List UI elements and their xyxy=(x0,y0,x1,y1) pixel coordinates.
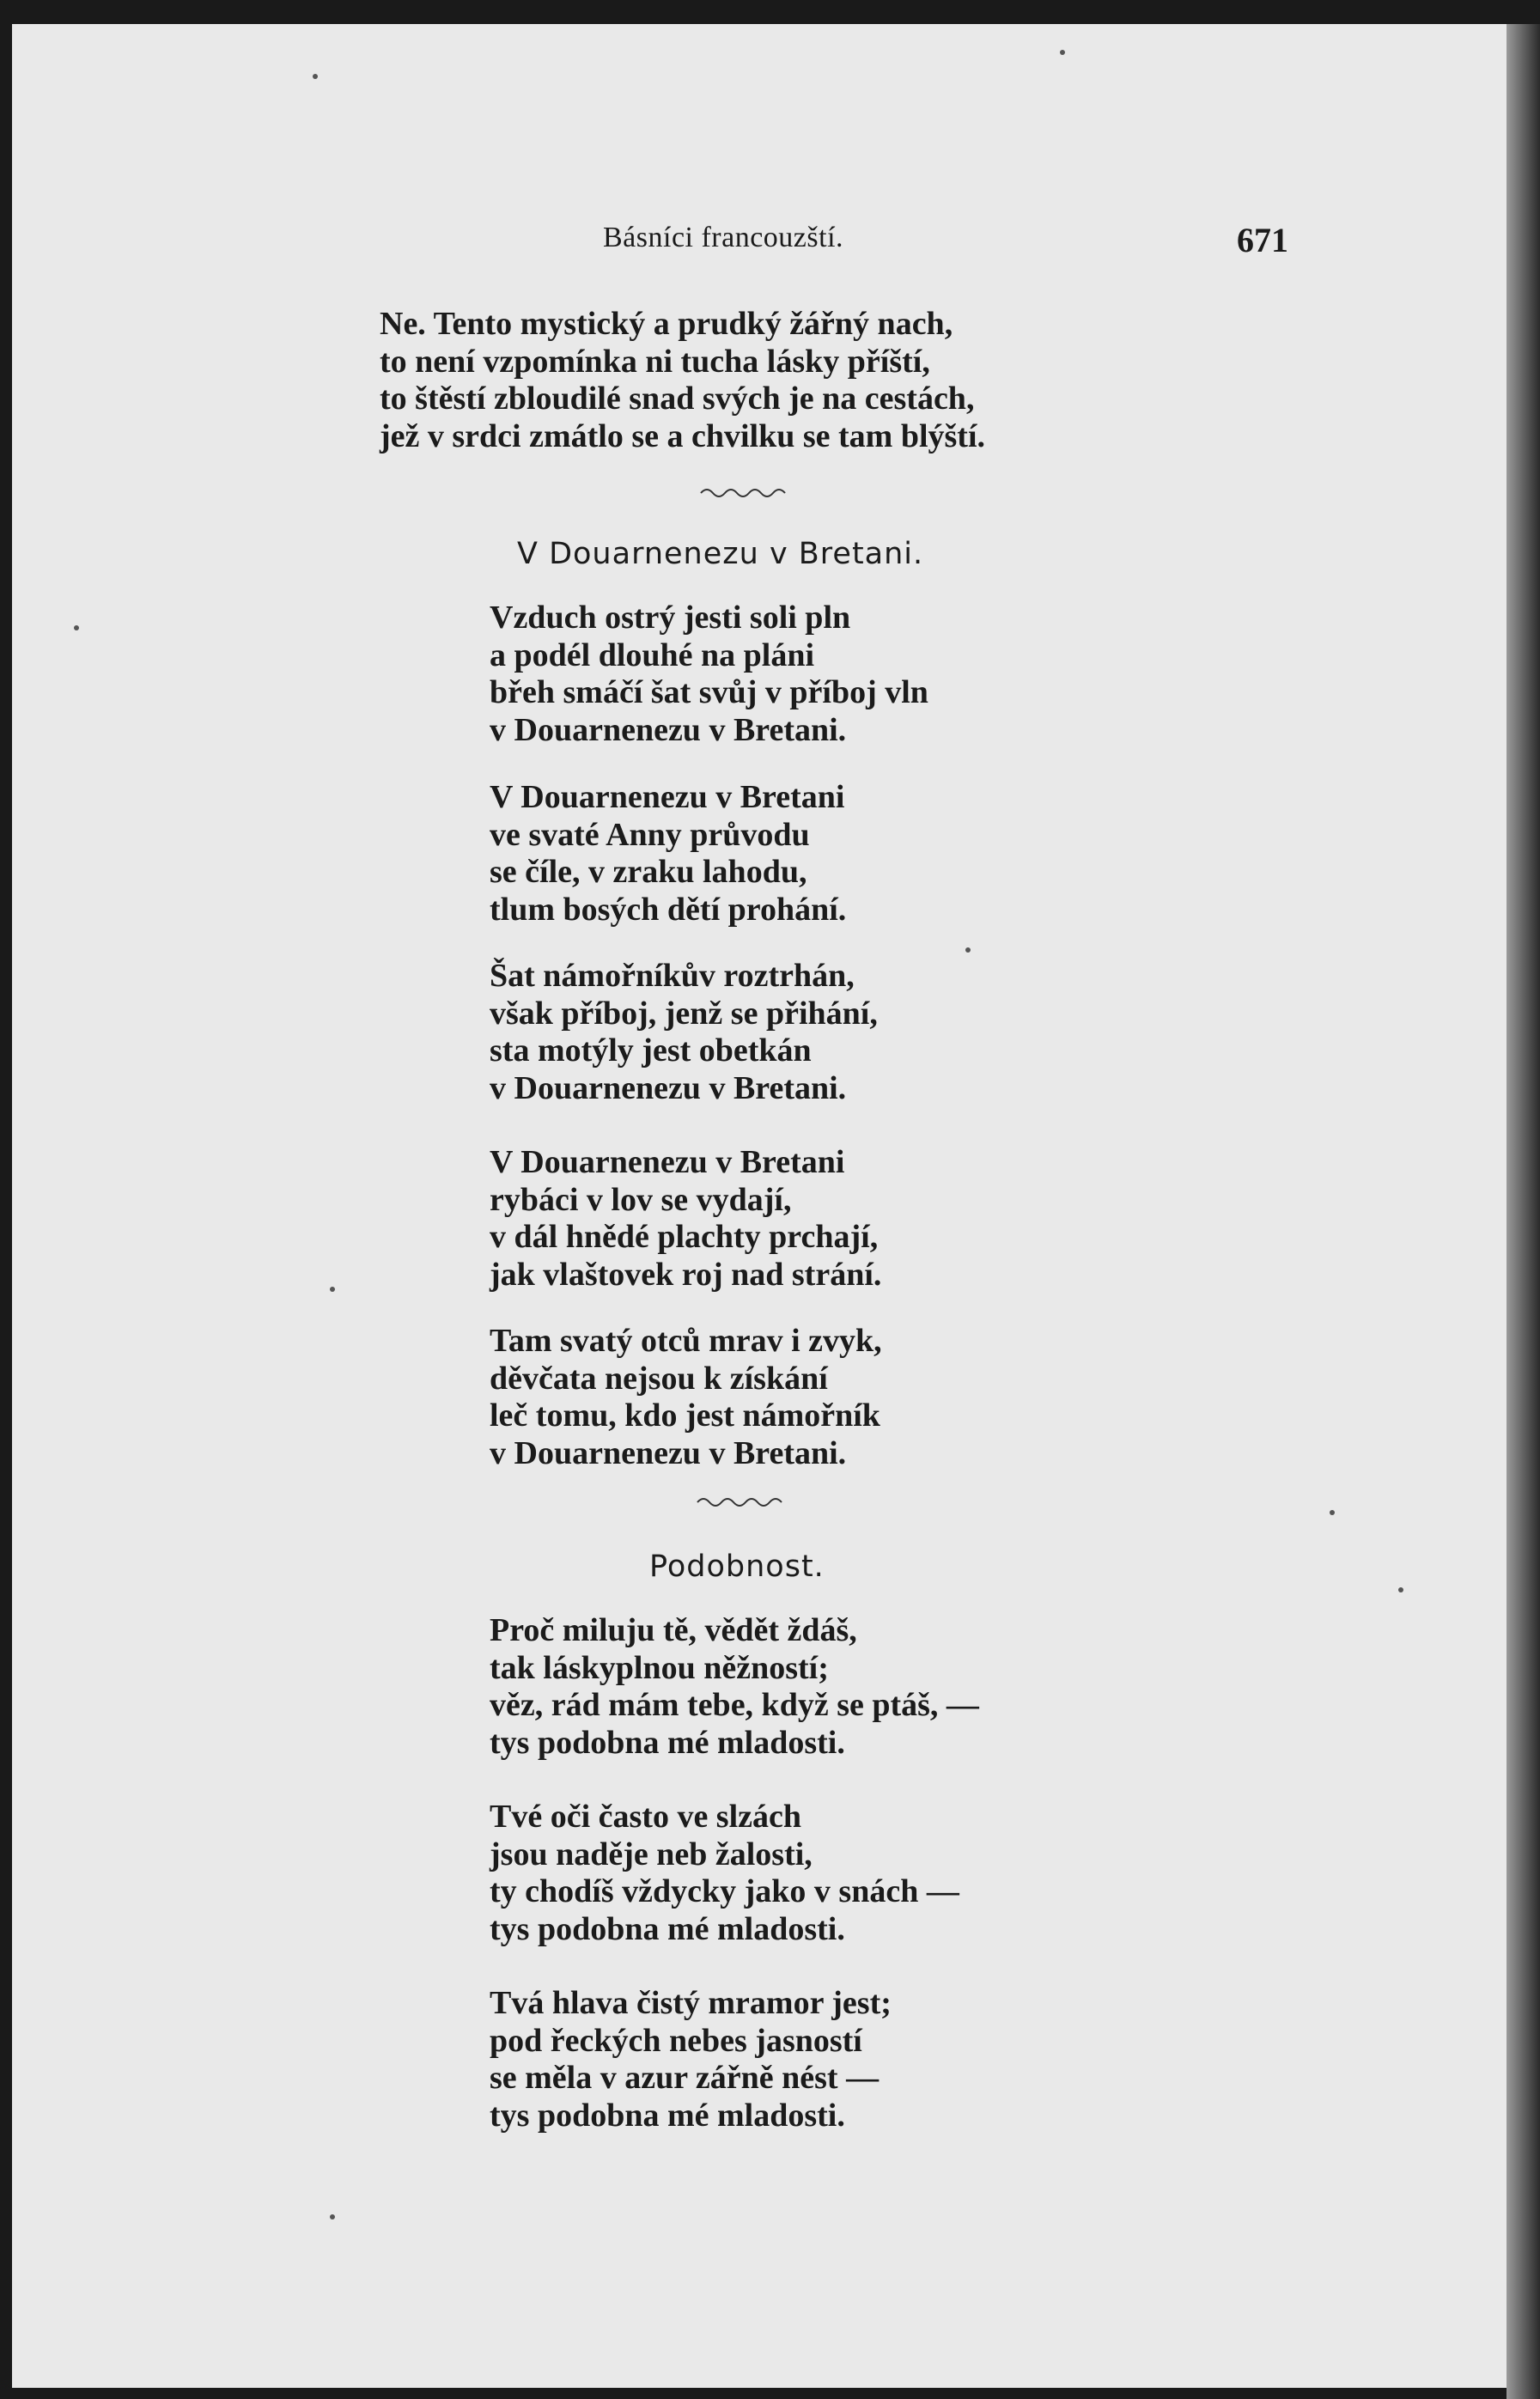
poem-line: v Douarnenezu v Bretani. xyxy=(490,711,847,748)
poem-line: jsou naděje neb žalosti, xyxy=(490,1836,813,1872)
poem-line: a podél dlouhé na pláni xyxy=(490,636,815,673)
poem-line: břeh smáčí šat svůj v příboj vln xyxy=(490,674,928,710)
poem-line: Tvá hlava čistý mramor jest; xyxy=(490,1985,892,2021)
scan-speck xyxy=(330,1287,335,1292)
poem-line: se číle, v zraku lahodu, xyxy=(490,854,807,890)
poem-line: tys podobna mé mladosti. xyxy=(490,1724,845,1761)
poem-line: to štěstí zbloudilé snad svých je na cestách, xyxy=(380,381,975,417)
poem-line: rybáci v lov se vydají, xyxy=(490,1181,792,1218)
stanza xyxy=(490,600,928,749)
scan-speck xyxy=(74,625,79,630)
stanza xyxy=(490,1144,881,1294)
section-divider-ornament xyxy=(696,1495,790,1507)
poem-line: ve svaté Anny průvodu xyxy=(490,816,810,853)
poem-line: jež v srdci zmátlo se a chvilku se tam blýští. xyxy=(380,417,986,454)
poem-line: ty chodíš vždycky jako v snách — xyxy=(490,1873,959,1909)
scan-speck xyxy=(1330,1510,1335,1515)
running-title: Básníci francouzští. xyxy=(603,222,844,253)
poem-line: se měla v azur zářně nést — xyxy=(490,2060,880,2096)
scan-speck xyxy=(965,947,971,953)
scan-speck xyxy=(313,74,318,79)
poem-title: V Douarnenezu v Bretani. xyxy=(517,537,924,571)
stanza xyxy=(490,779,846,929)
scan-speck xyxy=(330,2214,335,2219)
poem-line: sta motýly jest obetkán xyxy=(490,1032,812,1069)
poem-line: Tvé oči často ve slzách xyxy=(490,1799,802,1835)
poem-line: leč tomu, kdo jest námořník xyxy=(490,1397,880,1434)
poem-title: Podobnost. xyxy=(649,1550,825,1584)
poem-line: tak láskyplnou něžností; xyxy=(490,1649,829,1686)
stanza xyxy=(490,1985,892,2134)
poem-line: v Douarnenezu v Bretani. xyxy=(490,1069,847,1106)
stanza xyxy=(490,1612,979,1762)
stanza xyxy=(490,1799,959,1948)
poem-line: jak vlaštovek roj nad strání. xyxy=(490,1256,882,1293)
page-edge-shadow xyxy=(1507,24,1540,2399)
poem-line: Ne. Tento mystický a prudký žářný nach, xyxy=(380,306,953,342)
poem-line: Proč miluju tě, vědět ždáš, xyxy=(490,1612,857,1648)
poem-line: Vzduch ostrý jesti soli pln xyxy=(490,600,851,636)
poem-line: děvčata nejsou k získání xyxy=(490,1360,828,1397)
poem-line: Šat námořníkův roztrhán, xyxy=(490,958,855,994)
book-page xyxy=(12,24,1507,2388)
stanza xyxy=(490,1323,882,1472)
intro-stanza xyxy=(380,306,985,455)
poem-line: Tam svatý otců mrav i zvyk, xyxy=(490,1323,882,1359)
poem-line: věz, rád mám tebe, když se ptáš, — xyxy=(490,1687,979,1723)
poem-line: pod řeckých nebes jasností xyxy=(490,2022,862,2059)
poem-line: V Douarnenezu v Bretani xyxy=(490,779,845,815)
poem-line: tys podobna mé mladosti. xyxy=(490,1910,845,1947)
poem-line: však příboj, jenž se přihání, xyxy=(490,995,878,1032)
scan-speck xyxy=(1060,50,1065,55)
poem-line: tlum bosých dětí prohání. xyxy=(490,891,847,928)
poem-line: v Douarnenezu v Bretani. xyxy=(490,1434,847,1471)
page-number: 671 xyxy=(1237,221,1288,259)
scan-speck xyxy=(1398,1587,1403,1592)
poem-line: to není vzpomínka ni tucha lásky příští, xyxy=(380,343,930,380)
poem-line: v dál hnědé plachty prchají, xyxy=(490,1219,879,1255)
section-divider-ornament xyxy=(699,486,794,498)
poem-line: V Douarnenezu v Bretani xyxy=(490,1144,845,1180)
stanza xyxy=(490,958,878,1107)
poem-line: tys podobna mé mladosti. xyxy=(490,2097,845,2134)
